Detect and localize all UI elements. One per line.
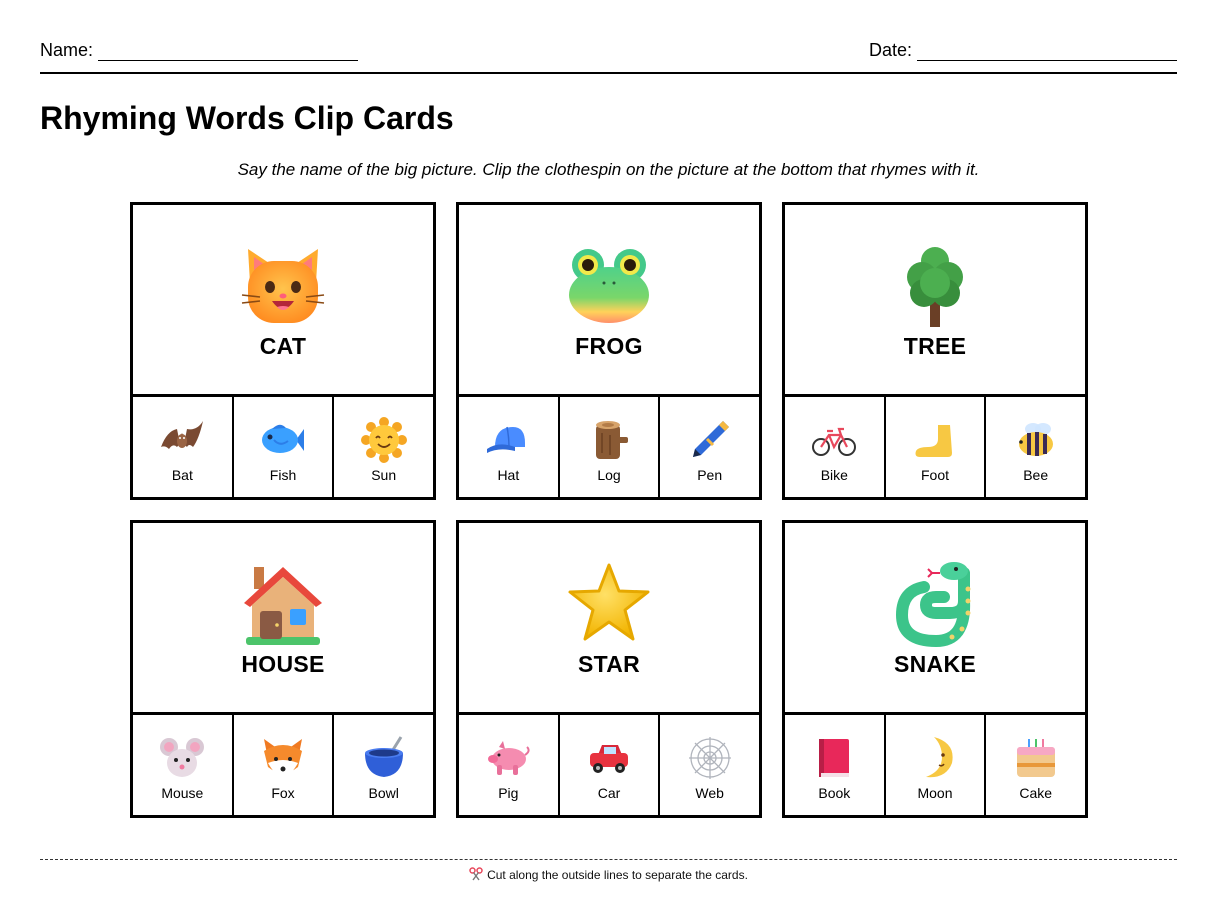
big-word: CAT bbox=[259, 333, 307, 359]
rhyme-options bbox=[133, 715, 433, 815]
option-label: Pig bbox=[498, 785, 519, 801]
big-word: HOUSE bbox=[241, 651, 325, 677]
option-label: Book bbox=[818, 785, 851, 801]
option-bee[interactable] bbox=[984, 397, 1085, 497]
option-book[interactable] bbox=[785, 715, 884, 815]
option-label: Hat bbox=[497, 467, 520, 483]
clip-card-star bbox=[456, 520, 762, 818]
bicycle-icon bbox=[811, 417, 857, 463]
rhyme-options bbox=[459, 397, 759, 497]
card-top bbox=[785, 205, 1085, 397]
rhyme-options bbox=[785, 397, 1085, 497]
clip-card-frog bbox=[456, 202, 762, 500]
option-moon[interactable] bbox=[884, 715, 985, 815]
option-foot[interactable] bbox=[884, 397, 985, 497]
option-pig[interactable] bbox=[459, 715, 558, 815]
footer-note bbox=[0, 867, 1217, 882]
option-label: Log bbox=[597, 467, 621, 483]
clip-card-snake bbox=[782, 520, 1088, 818]
spider-web-icon bbox=[687, 735, 733, 781]
pig-icon bbox=[485, 735, 531, 781]
rhyme-options bbox=[459, 715, 759, 815]
card-top bbox=[133, 523, 433, 715]
bat-icon bbox=[159, 417, 205, 463]
clip-card-house bbox=[130, 520, 436, 818]
pen-icon bbox=[687, 417, 733, 463]
option-log[interactable] bbox=[558, 397, 659, 497]
wood-log-icon bbox=[586, 417, 632, 463]
tree-icon bbox=[892, 243, 978, 329]
big-word: FROG bbox=[575, 333, 643, 359]
mouse-face-icon bbox=[159, 735, 205, 781]
option-web[interactable] bbox=[658, 715, 759, 815]
scissors-icon bbox=[469, 867, 483, 881]
bee-icon bbox=[1013, 417, 1059, 463]
fox-face-icon bbox=[260, 735, 306, 781]
option-label: Foot bbox=[921, 467, 950, 483]
option-bat[interactable] bbox=[133, 397, 232, 497]
clip-card-tree bbox=[782, 202, 1088, 500]
name-field bbox=[40, 40, 358, 61]
birthday-cake-icon bbox=[1013, 735, 1059, 781]
name-blank-line bbox=[98, 42, 358, 61]
date-label: Date: bbox=[868, 40, 912, 60]
option-label: Web bbox=[695, 785, 724, 801]
card-top bbox=[133, 205, 433, 397]
option-label: Bike bbox=[820, 467, 848, 483]
cut-line bbox=[40, 859, 1177, 860]
page-title: Rhyming Words Clip Cards bbox=[40, 100, 454, 136]
card-top bbox=[785, 523, 1085, 715]
name-label: Name: bbox=[40, 40, 94, 60]
option-label: Pen bbox=[697, 467, 723, 483]
option-fox[interactable] bbox=[232, 715, 333, 815]
house-icon bbox=[240, 561, 326, 647]
option-bike[interactable] bbox=[785, 397, 884, 497]
option-label: Cake bbox=[1019, 785, 1053, 801]
snake-icon bbox=[892, 561, 978, 647]
date-field bbox=[869, 40, 1177, 61]
big-word: SNAKE bbox=[893, 651, 976, 677]
option-label: Bat bbox=[171, 467, 193, 483]
option-label: Mouse bbox=[161, 785, 204, 801]
star-icon bbox=[566, 561, 652, 647]
bowl-with-spoon-icon bbox=[361, 735, 407, 781]
option-cake[interactable] bbox=[984, 715, 1085, 815]
cat-face-icon bbox=[240, 243, 326, 329]
option-pen[interactable] bbox=[658, 397, 759, 497]
option-fish[interactable] bbox=[232, 397, 333, 497]
option-label: Fox bbox=[271, 785, 295, 801]
option-hat[interactable] bbox=[459, 397, 558, 497]
option-sun[interactable] bbox=[332, 397, 433, 497]
option-car[interactable] bbox=[558, 715, 659, 815]
instructions: Say the name of the big picture. Clip the clothespin on the picture at the bottom that rhymes with it. bbox=[237, 160, 980, 179]
rhyme-options bbox=[785, 715, 1085, 815]
frog-face-icon bbox=[566, 243, 652, 329]
foot-icon bbox=[912, 417, 958, 463]
big-word: TREE bbox=[903, 333, 967, 359]
option-bowl[interactable] bbox=[332, 715, 433, 815]
card-top bbox=[459, 523, 759, 715]
book-icon bbox=[811, 735, 857, 781]
option-label: Sun bbox=[371, 467, 397, 483]
option-label: Bee bbox=[1023, 467, 1049, 483]
clip-card-cat bbox=[130, 202, 436, 500]
footer-text: Cut along the outside lines to separate the cards. bbox=[487, 868, 748, 882]
option-label: Car bbox=[597, 785, 621, 801]
card-grid bbox=[130, 202, 1088, 818]
option-label: Bowl bbox=[368, 785, 399, 801]
big-word: STAR bbox=[577, 651, 641, 677]
worksheet-header bbox=[40, 38, 1177, 74]
fish-icon bbox=[260, 417, 306, 463]
card-top bbox=[459, 205, 759, 397]
option-mouse[interactable] bbox=[133, 715, 232, 815]
date-blank-line bbox=[917, 42, 1177, 61]
option-label: Moon bbox=[917, 785, 953, 801]
crescent-moon-face-icon bbox=[912, 735, 958, 781]
sun-with-face-icon bbox=[361, 417, 407, 463]
option-label: Fish bbox=[269, 467, 297, 483]
rhyme-options bbox=[133, 397, 433, 497]
cap-icon bbox=[485, 417, 531, 463]
car-icon bbox=[586, 735, 632, 781]
